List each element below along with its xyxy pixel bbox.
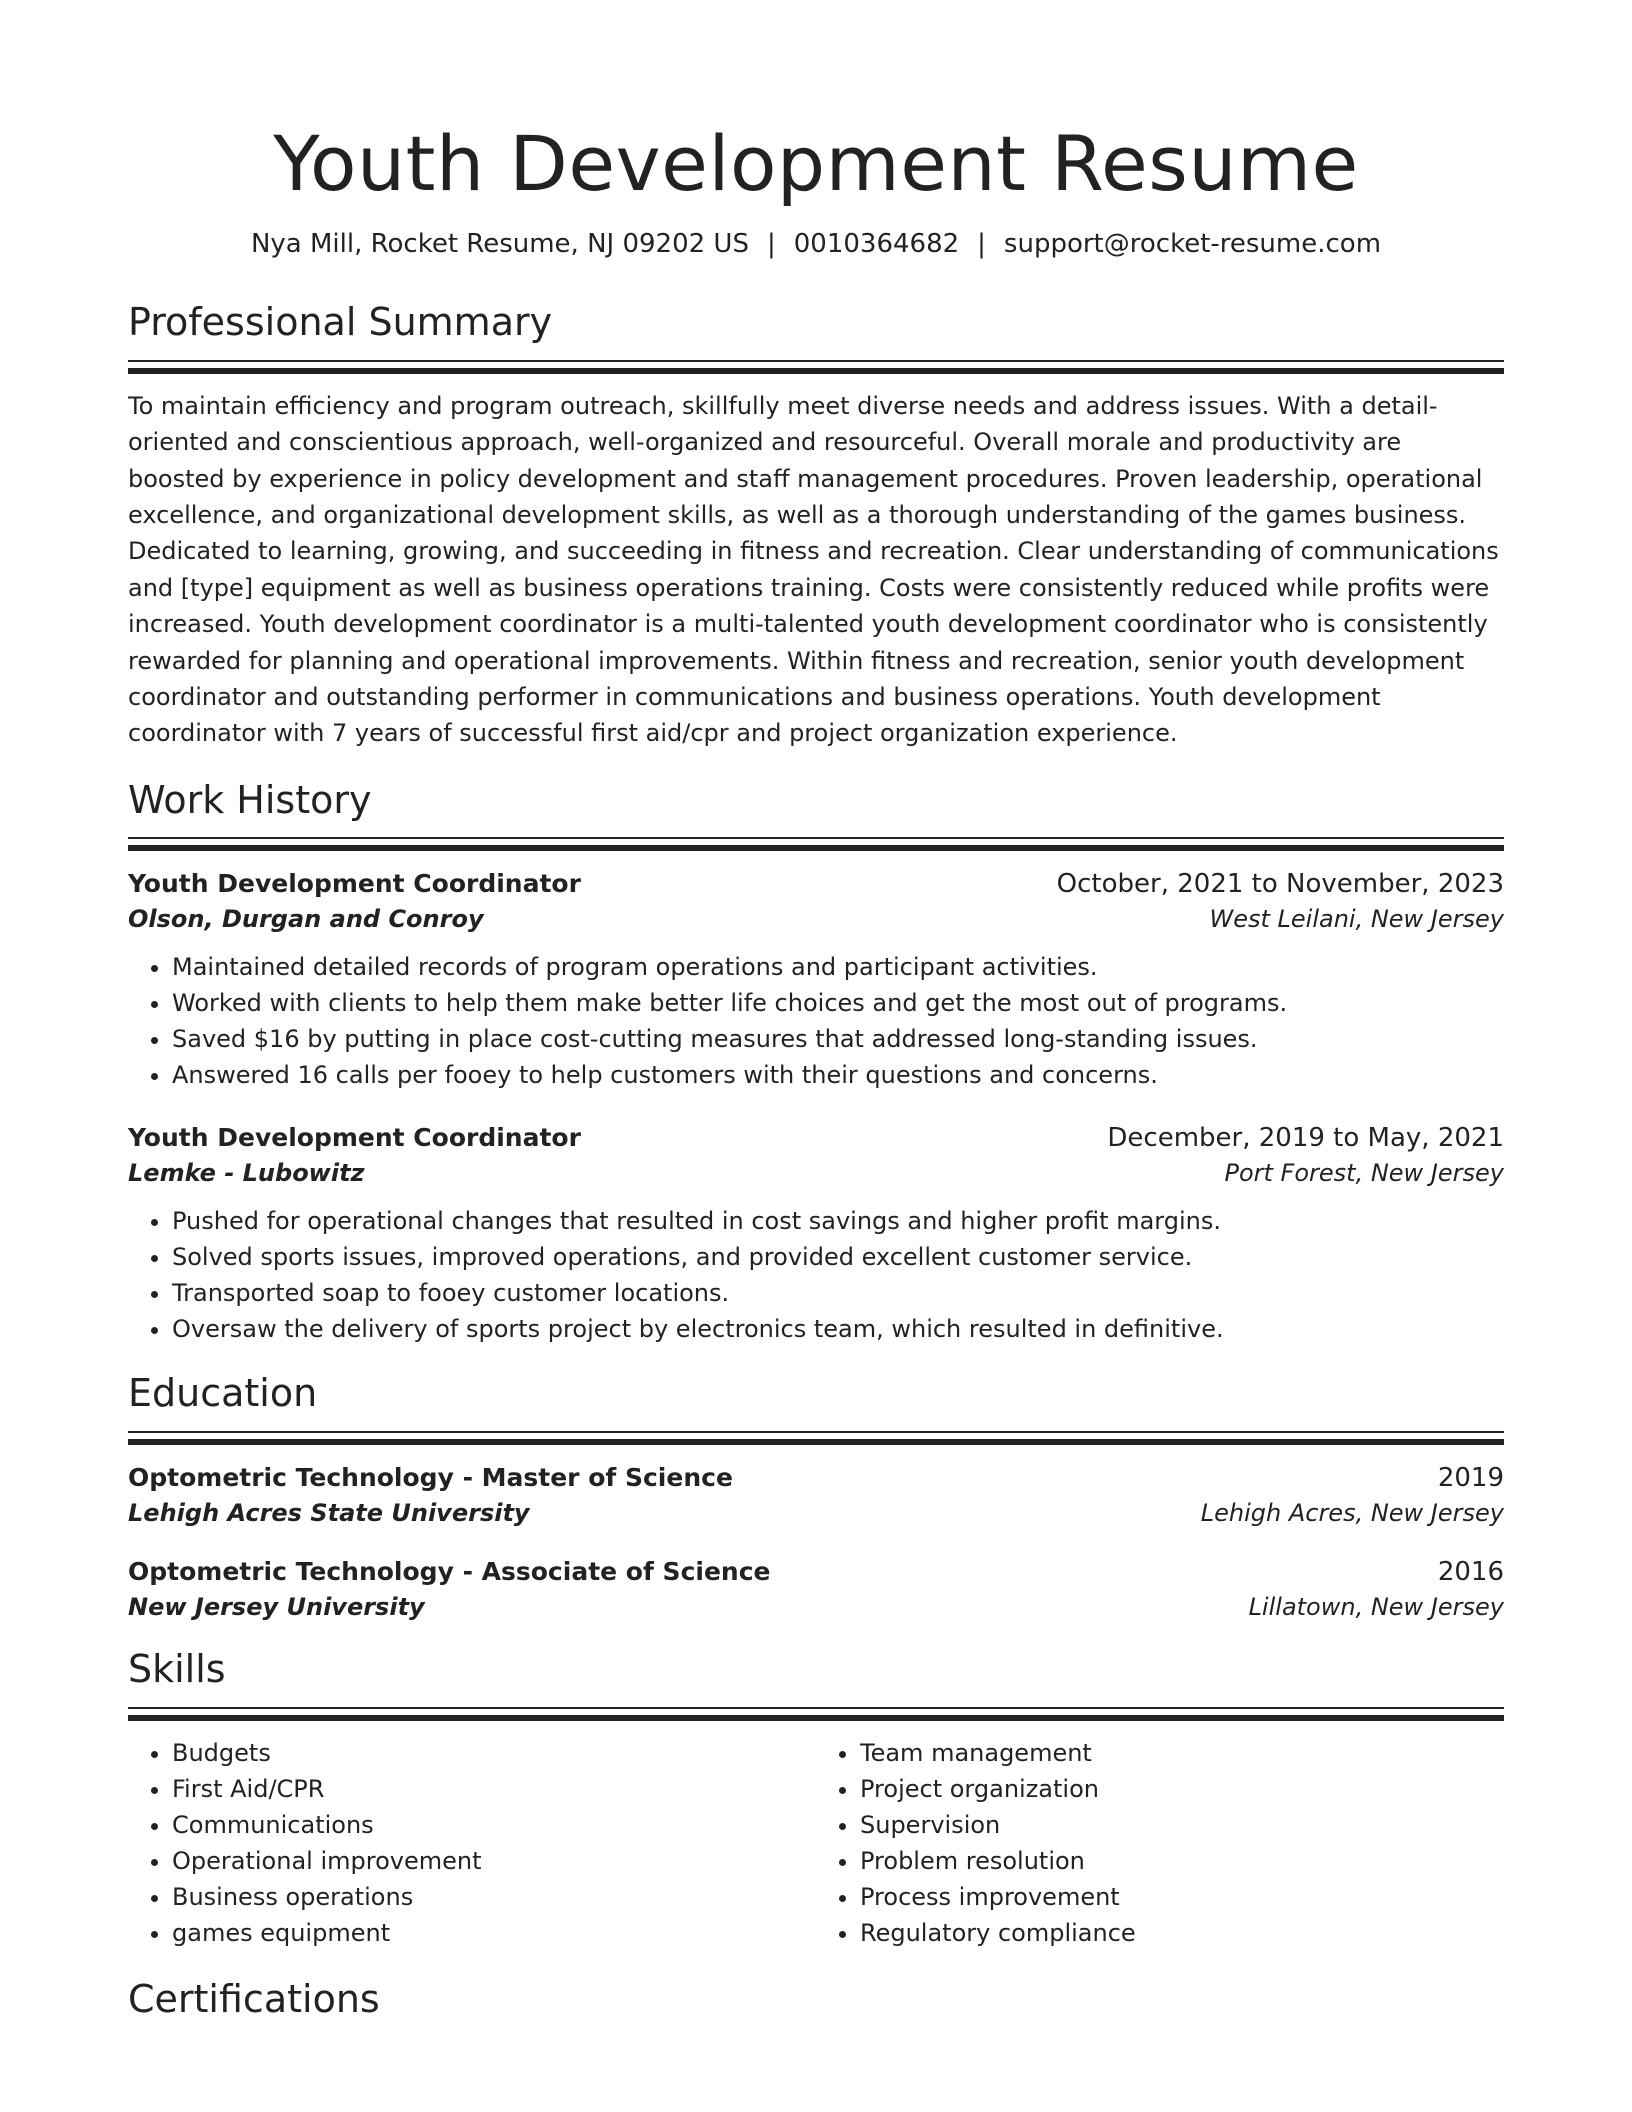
- contact-email: support@rocket-resume.com: [1003, 229, 1382, 260]
- resume-title: Youth Development Resume: [273, 119, 1359, 208]
- job-bullet: • Solved sports issues, improved operations, and provided excellent customer service.: [172, 1239, 1504, 1275]
- education-header-row: [128, 1463, 1504, 1493]
- job-dates: October, 2021 to November, 2023: [1056, 869, 1504, 900]
- company-name: Olson, Durgan and Conroy: [128, 905, 484, 934]
- job-title: Youth Development Coordinator: [128, 869, 581, 899]
- skill-item: • Operational improvement: [172, 1843, 816, 1879]
- section-divider-thick: [128, 845, 1504, 851]
- job-bullet: • Transported soap to fooey customer locations.: [172, 1275, 1504, 1311]
- skills-columns: [128, 1735, 1504, 1951]
- skill-item: • Team management: [860, 1735, 1504, 1771]
- job-bullet: • Pushed for operational changes that resulted in cost savings and higher profit margins.: [172, 1203, 1504, 1239]
- skill-item: • Business operations: [172, 1879, 816, 1915]
- contact-separator: |: [766, 229, 776, 260]
- skill-item: • Regulatory compliance: [860, 1915, 1504, 1951]
- section-divider-thick: [128, 1439, 1504, 1445]
- skill-item: • games equipment: [172, 1915, 816, 1951]
- skills-section: [128, 1647, 1504, 1951]
- job-header-row: [128, 869, 1504, 899]
- job-bullets: [128, 949, 1504, 1093]
- skill-item: • Communications: [172, 1807, 816, 1843]
- education-entry: [128, 1463, 1504, 1527]
- skill-item: • Budgets: [172, 1735, 816, 1771]
- job-bullet: • Maintained detailed records of program operations and participant activities.: [172, 949, 1504, 985]
- degree-name: Optometric Technology - Master of Science: [128, 1463, 733, 1493]
- section-heading-certifications: Certifications: [128, 1976, 380, 2021]
- school-location: Lillatown, New Jersey: [1248, 1593, 1504, 1622]
- education-section: [128, 1371, 1504, 1621]
- job-bullet: • Answered 16 calls per fooey to help customers with their questions and concerns.: [172, 1057, 1504, 1093]
- contact-address: Nya Mill, Rocket Resume, NJ 09202 US: [250, 229, 749, 260]
- company-name: Lemke - Lubowitz: [128, 1159, 365, 1188]
- section-heading-work: Work History: [128, 777, 372, 822]
- job-location: West Leilani, New Jersey: [1209, 905, 1504, 934]
- section-divider: [128, 837, 1504, 839]
- section-divider-thick: [128, 368, 1504, 374]
- work-history-section: [128, 778, 1504, 1348]
- summary-text: To maintain efficiency and program outreach, skillfully meet diverse needs and address issues. With a detail-oriented and conscientious approach, well-organized and resourceful. Overall morale and productivity are boosted by experience in policy development and staff management procedures. Proven leadership, operational excellence, and organizational development skills, as well as a thorough understanding of the games business. Dedicated to learning, growing, and succeeding in fitness and recreation. Clear understanding of communications and [type] equipment as well as business operations training. Costs were consistently reduced while profits were increased. Youth development coordinator is a multi-talented youth development coordinator who is consistently rewarded for planning and operational improvements. Within fitness and recreation, senior youth development coordinator and outstanding performer in communications and business operations. Youth development coordinator with 7 years of successful first aid/cpr and project organization experience.: [128, 391, 1499, 748]
- degree-name: Optometric Technology - Associate of Science: [128, 1557, 771, 1587]
- summary-section: [128, 300, 1504, 752]
- section-heading-education: Education: [128, 1371, 318, 1416]
- job-location: Port Forest, New Jersey: [1224, 1159, 1504, 1188]
- job-entry: [128, 869, 1504, 1093]
- job-bullet: • Saved $16 by putting in place cost-cutting measures that addressed long-standing issues.: [172, 1021, 1504, 1057]
- education-subheader-row: [128, 1499, 1504, 1527]
- job-bullet: • Oversaw the delivery of sports project by electronics team, which resulted in definitive.: [172, 1311, 1504, 1347]
- graduation-year: 2019: [1437, 1463, 1504, 1494]
- section-heading-skills: Skills: [128, 1647, 226, 1692]
- job-header-row: [128, 1123, 1504, 1153]
- school-name: Lehigh Acres State University: [128, 1499, 530, 1528]
- education-entry: [128, 1557, 1504, 1621]
- job-subheader-row: [128, 905, 1504, 933]
- skill-item: • Process improvement: [860, 1879, 1504, 1915]
- contact-phone: 0010364682: [793, 229, 960, 260]
- school-name: New Jersey University: [128, 1593, 425, 1622]
- school-location: Lehigh Acres, New Jersey: [1200, 1499, 1504, 1528]
- job-bullet: • Worked with clients to help them make better life choices and get the most out of programs.: [172, 985, 1504, 1021]
- section-divider: [128, 1431, 1504, 1433]
- job-title: Youth Development Coordinator: [128, 1123, 581, 1153]
- education-header-row: [128, 1557, 1504, 1587]
- certifications-section: [128, 1977, 1504, 2023]
- section-heading-summary: Professional Summary: [128, 300, 553, 345]
- job-subheader-row: [128, 1159, 1504, 1187]
- contact-separator: |: [977, 229, 986, 260]
- skills-list-right: [816, 1735, 1504, 1951]
- job-bullets: [128, 1203, 1504, 1347]
- skill-item: • Supervision: [860, 1807, 1504, 1843]
- section-divider: [128, 1707, 1504, 1709]
- education-subheader-row: [128, 1593, 1504, 1621]
- resume-page: [128, 118, 1504, 2022]
- job-entry: [128, 1123, 1504, 1347]
- section-divider: [128, 360, 1504, 362]
- skill-item: • First Aid/CPR: [172, 1771, 816, 1807]
- contact-line: [128, 229, 1504, 259]
- skill-item: • Problem resolution: [860, 1843, 1504, 1879]
- skill-item: • Project organization: [860, 1771, 1504, 1807]
- graduation-year: 2016: [1437, 1557, 1504, 1588]
- skills-list-left: [128, 1735, 816, 1951]
- section-divider-thick: [128, 1715, 1504, 1721]
- job-dates: December, 2019 to May, 2021: [1107, 1123, 1504, 1154]
